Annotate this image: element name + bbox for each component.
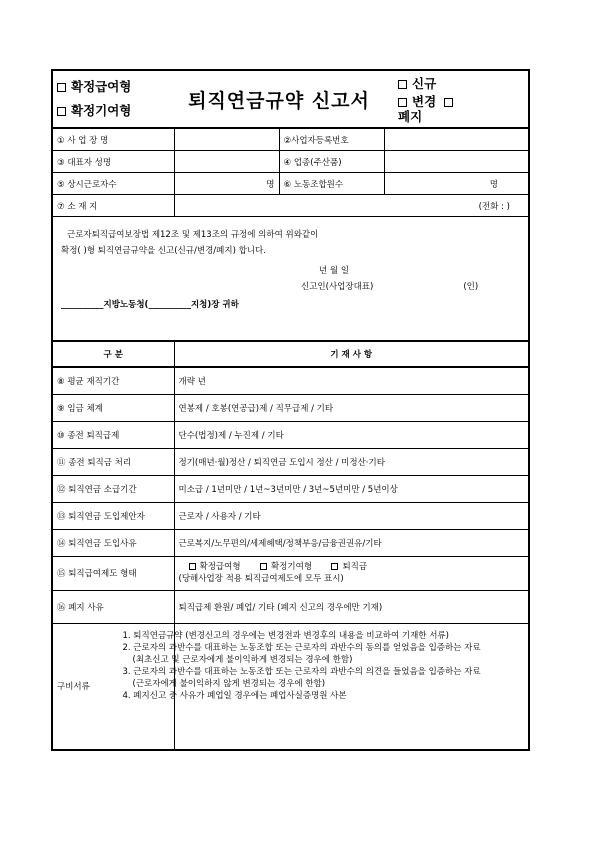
report-form [51,69,528,751]
workers-unit: 명 [266,179,275,190]
rep-name-label: ③ 대표자 성명 [52,151,174,173]
item-row [52,502,529,529]
row-representative [52,151,529,173]
rep-name-value[interactable] [174,151,279,173]
workers-value[interactable] [174,173,279,195]
close-label: 폐지 [398,109,423,124]
row-workers [52,173,529,195]
phone-field: (전화 : ) [478,201,510,212]
checkbox-icon[interactable] [57,83,66,92]
documents-list [122,623,529,750]
item-row [52,367,529,394]
item-label: ⑭ 퇴직연금 도입사유 [52,529,174,556]
item-row [52,394,529,421]
form-title: 퇴직연금규약 신고서 [174,70,384,128]
item-label: ⑪ 종전 퇴직금 처리 [52,448,174,475]
item15-value [174,556,529,590]
checkbox-icon[interactable] [57,107,66,116]
checkbox-close[interactable] [444,98,453,107]
document-item-2-note: (최초신고 및 근로자에게 불이익하게 변경되는 경우에 한함) [132,654,353,665]
checkbox-defined-contribution[interactable] [57,99,170,123]
document-item-3-note: (근로자에게 불이익하지 않게 변경되는 경우에 한함) [132,678,326,689]
item-label: ⑧ 평균 재직기간 [52,367,174,394]
reporter-line [61,279,520,295]
item16-label: ⑯ 폐지 사유 [52,590,174,623]
union-label: ⑥ 노동조합원수 [279,173,384,195]
document-item-3: 3. 근로자의 과반수를 대표하는 노동조합 또는 근로자의 과반수의 의견을 들었음을 입증하는 자료 [122,666,481,677]
documents-label: 구비서류 [52,623,174,750]
item-row [52,448,529,475]
business-name-value[interactable] [174,128,279,151]
checkbox-defined-benefit[interactable] [57,75,170,99]
statement-row [52,217,529,342]
items-header [52,341,529,367]
industry-value[interactable] [384,151,529,173]
item15-opt3: 퇴직금 [342,562,368,572]
item15-opt2: 확정기여형 [270,562,313,572]
item-label: ⑫ 퇴직연금 소급기간 [52,475,174,502]
plan-type-options [52,70,174,128]
new-label: 신규 [412,76,437,91]
reg-no-value[interactable] [384,128,529,151]
item-value[interactable]: 근로복지/노무편의/세제혜택/정책부응/금융권권유/기타 [174,529,529,556]
item15-opt1: 확정급여형 [199,562,241,572]
item15-note: (당해사업장 적용 퇴직급여제도에 모두 표시) [178,574,344,584]
item-row [52,529,529,556]
defined-benefit-label: 확정급여형 [71,79,132,94]
col-details: 기 재 사 항 [174,341,529,367]
item-label: ⑨ 임금 체계 [52,394,174,421]
checkbox-item15-db[interactable] [189,563,196,570]
checkbox-icon[interactable] [398,98,407,107]
statement-date: 년 월 일 [319,266,350,276]
item16-value[interactable]: 퇴직급제 환원/ 폐업/ 기타 (폐지 신고의 경우에만 기재) [174,590,529,623]
form-header [52,70,529,128]
checkbox-icon[interactable] [398,80,407,89]
document-item-1: 1. 퇴직연금규약 (변경신고의 경우에는 변경전과 변경후의 내용을 비교하여 기재한 서류) [122,630,449,641]
address-label: ⑦ 소 재 지 [52,195,174,217]
report-kind-options [384,70,529,128]
item-value[interactable]: 정기(매년·월)정산 / 퇴직연금 도입시 정산 / 미정산·기타 [174,448,529,475]
item-row [52,475,529,502]
item-value[interactable]: 근로자 / 사용자 / 기타 [174,502,529,529]
row-address [52,195,529,217]
item-value[interactable]: 단수(법정)제 / 누진제 / 기타 [174,421,529,448]
col-category: 구 분 [52,341,174,367]
documents-row [52,623,529,750]
reporter-label: 신고인(사업장대표) [301,282,374,292]
union-unit: 명 [489,179,498,190]
item-value[interactable]: 개략 년 [174,367,529,394]
item15-options [179,561,525,573]
item-label: ⑩ 종전 퇴직급제 [52,421,174,448]
item-row [52,421,529,448]
document-item-4: 4. 폐지신고 중 사유가 폐업일 경우에는 폐업사실증명원 사본 [122,690,347,701]
business-name-label: ① 사 업 장 명 [52,128,174,151]
addressee: __________지방노동청(__________지청)장 귀하 [61,300,239,310]
item-row-16 [52,590,529,623]
statement-line-1: 근로자퇴직급여보장법 제12조 및 제13조의 규정에 의하여 위와같이 [67,230,319,240]
checkbox-item15-severance[interactable] [331,563,338,570]
row-business [52,128,529,151]
checkbox-item15-dc[interactable] [260,563,267,570]
union-value[interactable] [384,173,529,195]
seal-label: (인) [463,282,479,292]
item-label: ⑬ 퇴직연금 도입제안자 [52,502,174,529]
workers-label: ⑤ 상시근로자수 [52,173,174,195]
statement-line-2: 확정( )형 퇴직연금규약을 신고(신규/변경/폐지) 합니다. [61,246,266,256]
item15-label: ⑮ 퇴직급여제도 형태 [52,556,174,590]
document-item-2: 2. 근로자의 과반수를 대표하는 노동조합 또는 근로자의 과반수의 동의를 얻었음을 입증하는 자료 [122,642,481,653]
checkbox-new[interactable] [398,75,524,93]
statement-block [52,217,529,342]
item-row-15 [52,556,529,590]
reg-no-label: ②사업자등록번호 [279,128,384,151]
form-table [51,69,530,751]
change-label: 변경 [412,94,437,109]
industry-label: ④ 업종(주산품) [279,151,384,173]
item-value[interactable]: 미소급 / 1년미만 / 1년~3년미만 / 3년~5년미만 / 5년이상 [174,475,529,502]
item-value[interactable]: 연봉제 / 호봉(연공급)제 / 직무급제 / 기타 [174,394,529,421]
address-value[interactable] [174,195,529,217]
defined-contribution-label: 확정기여형 [71,103,132,118]
